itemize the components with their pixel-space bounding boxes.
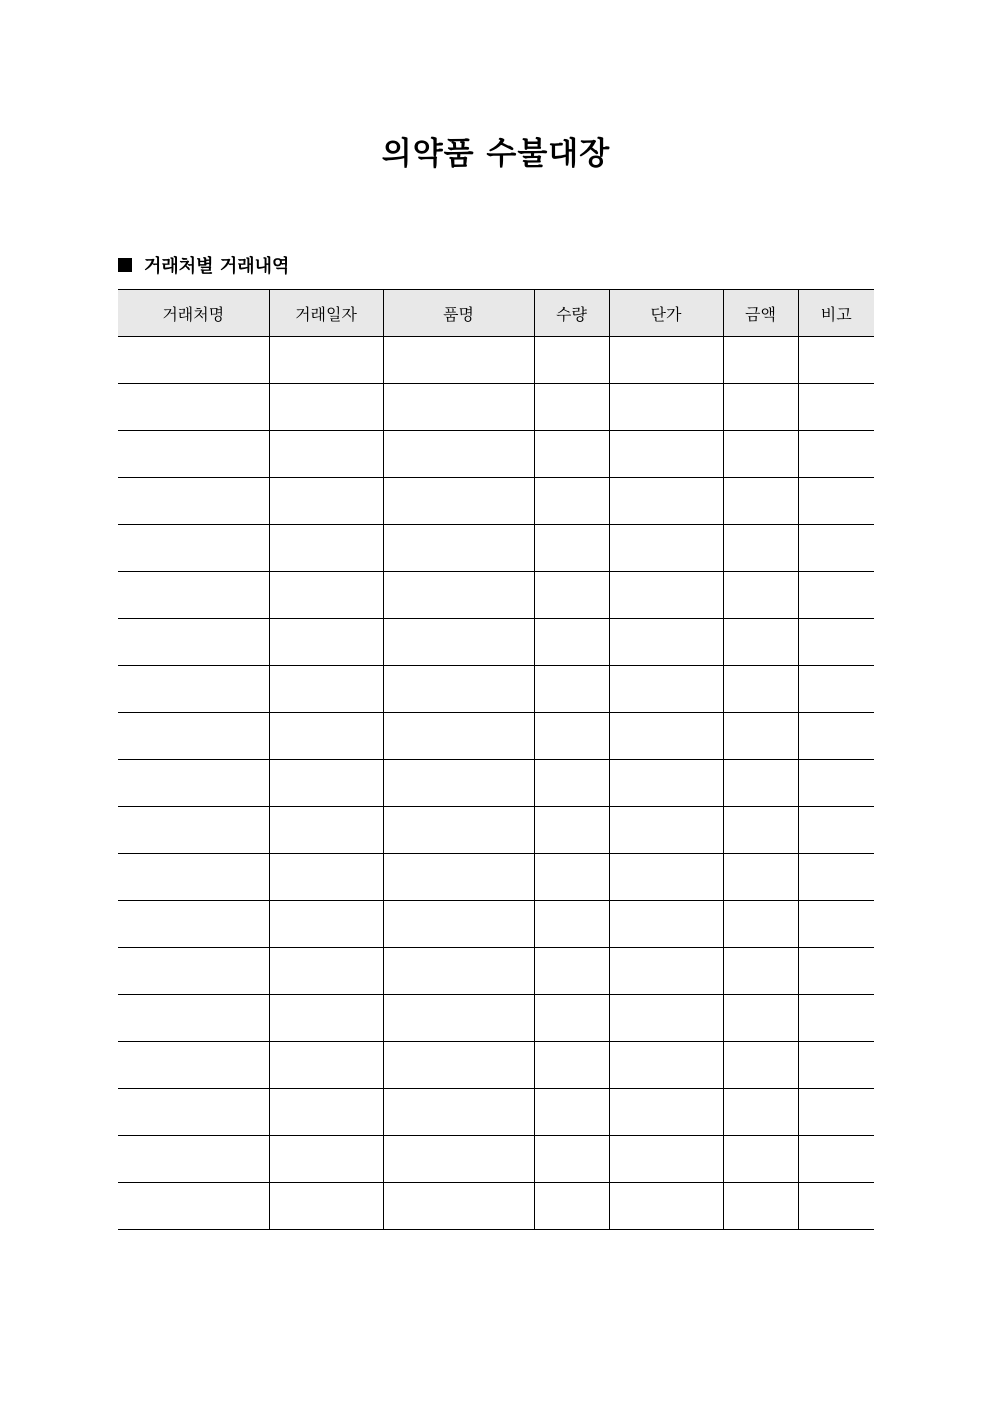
- cell-client[interactable]: [118, 1089, 269, 1136]
- cell-unit-price[interactable]: [609, 854, 723, 901]
- cell-remarks[interactable]: [798, 995, 874, 1042]
- transaction-ledger-table: [118, 289, 874, 1230]
- cell-amount[interactable]: [723, 1089, 798, 1136]
- cell-amount[interactable]: [723, 995, 798, 1042]
- cell-quantity[interactable]: [534, 337, 609, 384]
- table-row: [118, 1089, 874, 1136]
- cell-item[interactable]: [383, 948, 534, 995]
- cell-remarks[interactable]: [798, 807, 874, 854]
- cell-unit-price[interactable]: [609, 760, 723, 807]
- cell-date[interactable]: [269, 1042, 383, 1089]
- cell-date[interactable]: [269, 572, 383, 619]
- column-header-remarks: 비고: [798, 290, 874, 337]
- cell-quantity[interactable]: [534, 478, 609, 525]
- table-row: [118, 384, 874, 431]
- cell-amount[interactable]: [723, 384, 798, 431]
- cell-unit-price[interactable]: [609, 995, 723, 1042]
- cell-date[interactable]: [269, 431, 383, 478]
- cell-remarks[interactable]: [798, 572, 874, 619]
- cell-amount[interactable]: [723, 337, 798, 384]
- cell-amount[interactable]: [723, 1183, 798, 1230]
- cell-amount[interactable]: [723, 1136, 798, 1183]
- cell-quantity[interactable]: [534, 1089, 609, 1136]
- cell-quantity[interactable]: [534, 572, 609, 619]
- cell-date[interactable]: [269, 901, 383, 948]
- cell-quantity[interactable]: [534, 713, 609, 760]
- cell-item[interactable]: [383, 760, 534, 807]
- cell-unit-price[interactable]: [609, 619, 723, 666]
- cell-date[interactable]: [269, 619, 383, 666]
- cell-quantity[interactable]: [534, 948, 609, 995]
- cell-client[interactable]: [118, 713, 269, 760]
- cell-item[interactable]: [383, 572, 534, 619]
- column-header-item: 품명: [383, 290, 534, 337]
- cell-item[interactable]: [383, 1042, 534, 1089]
- cell-remarks[interactable]: [798, 1136, 874, 1183]
- table-row: [118, 431, 874, 478]
- table-row: [118, 619, 874, 666]
- cell-date[interactable]: [269, 525, 383, 572]
- cell-date[interactable]: [269, 666, 383, 713]
- cell-amount[interactable]: [723, 619, 798, 666]
- table-row: [118, 478, 874, 525]
- table-row: [118, 854, 874, 901]
- cell-unit-price[interactable]: [609, 713, 723, 760]
- cell-unit-price[interactable]: [609, 1089, 723, 1136]
- cell-unit-price[interactable]: [609, 337, 723, 384]
- cell-client[interactable]: [118, 1136, 269, 1183]
- cell-quantity[interactable]: [534, 1042, 609, 1089]
- table-row: [118, 337, 874, 384]
- cell-client[interactable]: [118, 384, 269, 431]
- cell-item[interactable]: [383, 337, 534, 384]
- cell-remarks[interactable]: [798, 666, 874, 713]
- cell-item[interactable]: [383, 525, 534, 572]
- cell-remarks[interactable]: [798, 1089, 874, 1136]
- cell-date[interactable]: [269, 1089, 383, 1136]
- cell-date[interactable]: [269, 713, 383, 760]
- cell-quantity[interactable]: [534, 666, 609, 713]
- cell-amount[interactable]: [723, 666, 798, 713]
- cell-item[interactable]: [383, 384, 534, 431]
- table-row: [118, 1042, 874, 1089]
- cell-date[interactable]: [269, 1183, 383, 1230]
- cell-remarks[interactable]: [798, 431, 874, 478]
- cell-amount[interactable]: [723, 478, 798, 525]
- section-heading: [118, 252, 289, 278]
- cell-amount[interactable]: [723, 948, 798, 995]
- cell-amount[interactable]: [723, 713, 798, 760]
- cell-quantity[interactable]: [534, 760, 609, 807]
- cell-date[interactable]: [269, 807, 383, 854]
- cell-quantity[interactable]: [534, 901, 609, 948]
- table-row: [118, 995, 874, 1042]
- cell-quantity[interactable]: [534, 1136, 609, 1183]
- cell-item[interactable]: [383, 807, 534, 854]
- cell-client[interactable]: [118, 666, 269, 713]
- cell-client[interactable]: [118, 1042, 269, 1089]
- cell-client[interactable]: [118, 760, 269, 807]
- cell-item[interactable]: [383, 995, 534, 1042]
- cell-item[interactable]: [383, 478, 534, 525]
- table-row: [118, 760, 874, 807]
- cell-unit-price[interactable]: [609, 572, 723, 619]
- table-row: [118, 666, 874, 713]
- cell-remarks[interactable]: [798, 525, 874, 572]
- cell-quantity[interactable]: [534, 995, 609, 1042]
- column-header-date: 거래일자: [269, 290, 383, 337]
- cell-remarks[interactable]: [798, 619, 874, 666]
- cell-client[interactable]: [118, 478, 269, 525]
- cell-date[interactable]: [269, 1136, 383, 1183]
- cell-date[interactable]: [269, 760, 383, 807]
- cell-unit-price[interactable]: [609, 384, 723, 431]
- cell-remarks[interactable]: [798, 854, 874, 901]
- cell-client[interactable]: [118, 572, 269, 619]
- cell-unit-price[interactable]: [609, 1183, 723, 1230]
- cell-unit-price[interactable]: [609, 666, 723, 713]
- cell-item[interactable]: [383, 619, 534, 666]
- cell-item[interactable]: [383, 854, 534, 901]
- cell-unit-price[interactable]: [609, 948, 723, 995]
- cell-unit-price[interactable]: [609, 478, 723, 525]
- cell-amount[interactable]: [723, 901, 798, 948]
- cell-amount[interactable]: [723, 760, 798, 807]
- cell-amount[interactable]: [723, 572, 798, 619]
- cell-unit-price[interactable]: [609, 807, 723, 854]
- cell-amount[interactable]: [723, 1042, 798, 1089]
- cell-quantity[interactable]: [534, 807, 609, 854]
- cell-client[interactable]: [118, 431, 269, 478]
- cell-quantity[interactable]: [534, 619, 609, 666]
- cell-client[interactable]: [118, 525, 269, 572]
- cell-date[interactable]: [269, 478, 383, 525]
- table-row: [118, 1136, 874, 1183]
- cell-item[interactable]: [383, 713, 534, 760]
- cell-remarks[interactable]: [798, 478, 874, 525]
- table-row: [118, 948, 874, 995]
- cell-remarks[interactable]: [798, 384, 874, 431]
- cell-unit-price[interactable]: [609, 1042, 723, 1089]
- cell-quantity[interactable]: [534, 1183, 609, 1230]
- table-row: [118, 1183, 874, 1230]
- cell-remarks[interactable]: [798, 948, 874, 995]
- square-bullet-icon: [118, 258, 132, 272]
- document-title: 의약품 수불대장: [381, 136, 611, 172]
- cell-item[interactable]: [383, 1183, 534, 1230]
- table-row: [118, 572, 874, 619]
- cell-quantity[interactable]: [534, 384, 609, 431]
- cell-date[interactable]: [269, 854, 383, 901]
- table-row: [118, 525, 874, 572]
- cell-date[interactable]: [269, 995, 383, 1042]
- cell-item[interactable]: [383, 1136, 534, 1183]
- cell-remarks[interactable]: [798, 337, 874, 384]
- cell-item[interactable]: [383, 431, 534, 478]
- cell-item[interactable]: [383, 1089, 534, 1136]
- cell-unit-price[interactable]: [609, 1136, 723, 1183]
- cell-amount[interactable]: [723, 854, 798, 901]
- column-header-quantity: 수량: [534, 290, 609, 337]
- section-heading-label: 거래처별 거래내역: [144, 256, 290, 277]
- cell-remarks[interactable]: [798, 901, 874, 948]
- cell-client[interactable]: [118, 995, 269, 1042]
- cell-unit-price[interactable]: [609, 901, 723, 948]
- cell-quantity[interactable]: [534, 854, 609, 901]
- cell-client[interactable]: [118, 948, 269, 995]
- cell-client[interactable]: [118, 854, 269, 901]
- column-header-unit-price: 단가: [609, 290, 723, 337]
- cell-client[interactable]: [118, 337, 269, 384]
- cell-item[interactable]: [383, 666, 534, 713]
- cell-remarks[interactable]: [798, 713, 874, 760]
- column-header-client: 거래처명: [118, 290, 269, 337]
- cell-date[interactable]: [269, 384, 383, 431]
- table-row: [118, 807, 874, 854]
- cell-item[interactable]: [383, 901, 534, 948]
- cell-unit-price[interactable]: [609, 525, 723, 572]
- cell-quantity[interactable]: [534, 431, 609, 478]
- cell-date[interactable]: [269, 337, 383, 384]
- cell-client[interactable]: [118, 901, 269, 948]
- table-row: [118, 901, 874, 948]
- cell-unit-price[interactable]: [609, 431, 723, 478]
- cell-quantity[interactable]: [534, 525, 609, 572]
- cell-amount[interactable]: [723, 525, 798, 572]
- cell-amount[interactable]: [723, 807, 798, 854]
- cell-amount[interactable]: [723, 431, 798, 478]
- cell-client[interactable]: [118, 807, 269, 854]
- cell-client[interactable]: [118, 619, 269, 666]
- table-body: [118, 337, 874, 1230]
- table-header-row: [118, 290, 874, 337]
- table-row: [118, 713, 874, 760]
- cell-remarks[interactable]: [798, 1183, 874, 1230]
- column-header-amount: 금액: [723, 290, 798, 337]
- cell-date[interactable]: [269, 948, 383, 995]
- cell-remarks[interactable]: [798, 760, 874, 807]
- cell-remarks[interactable]: [798, 1042, 874, 1089]
- cell-client[interactable]: [118, 1183, 269, 1230]
